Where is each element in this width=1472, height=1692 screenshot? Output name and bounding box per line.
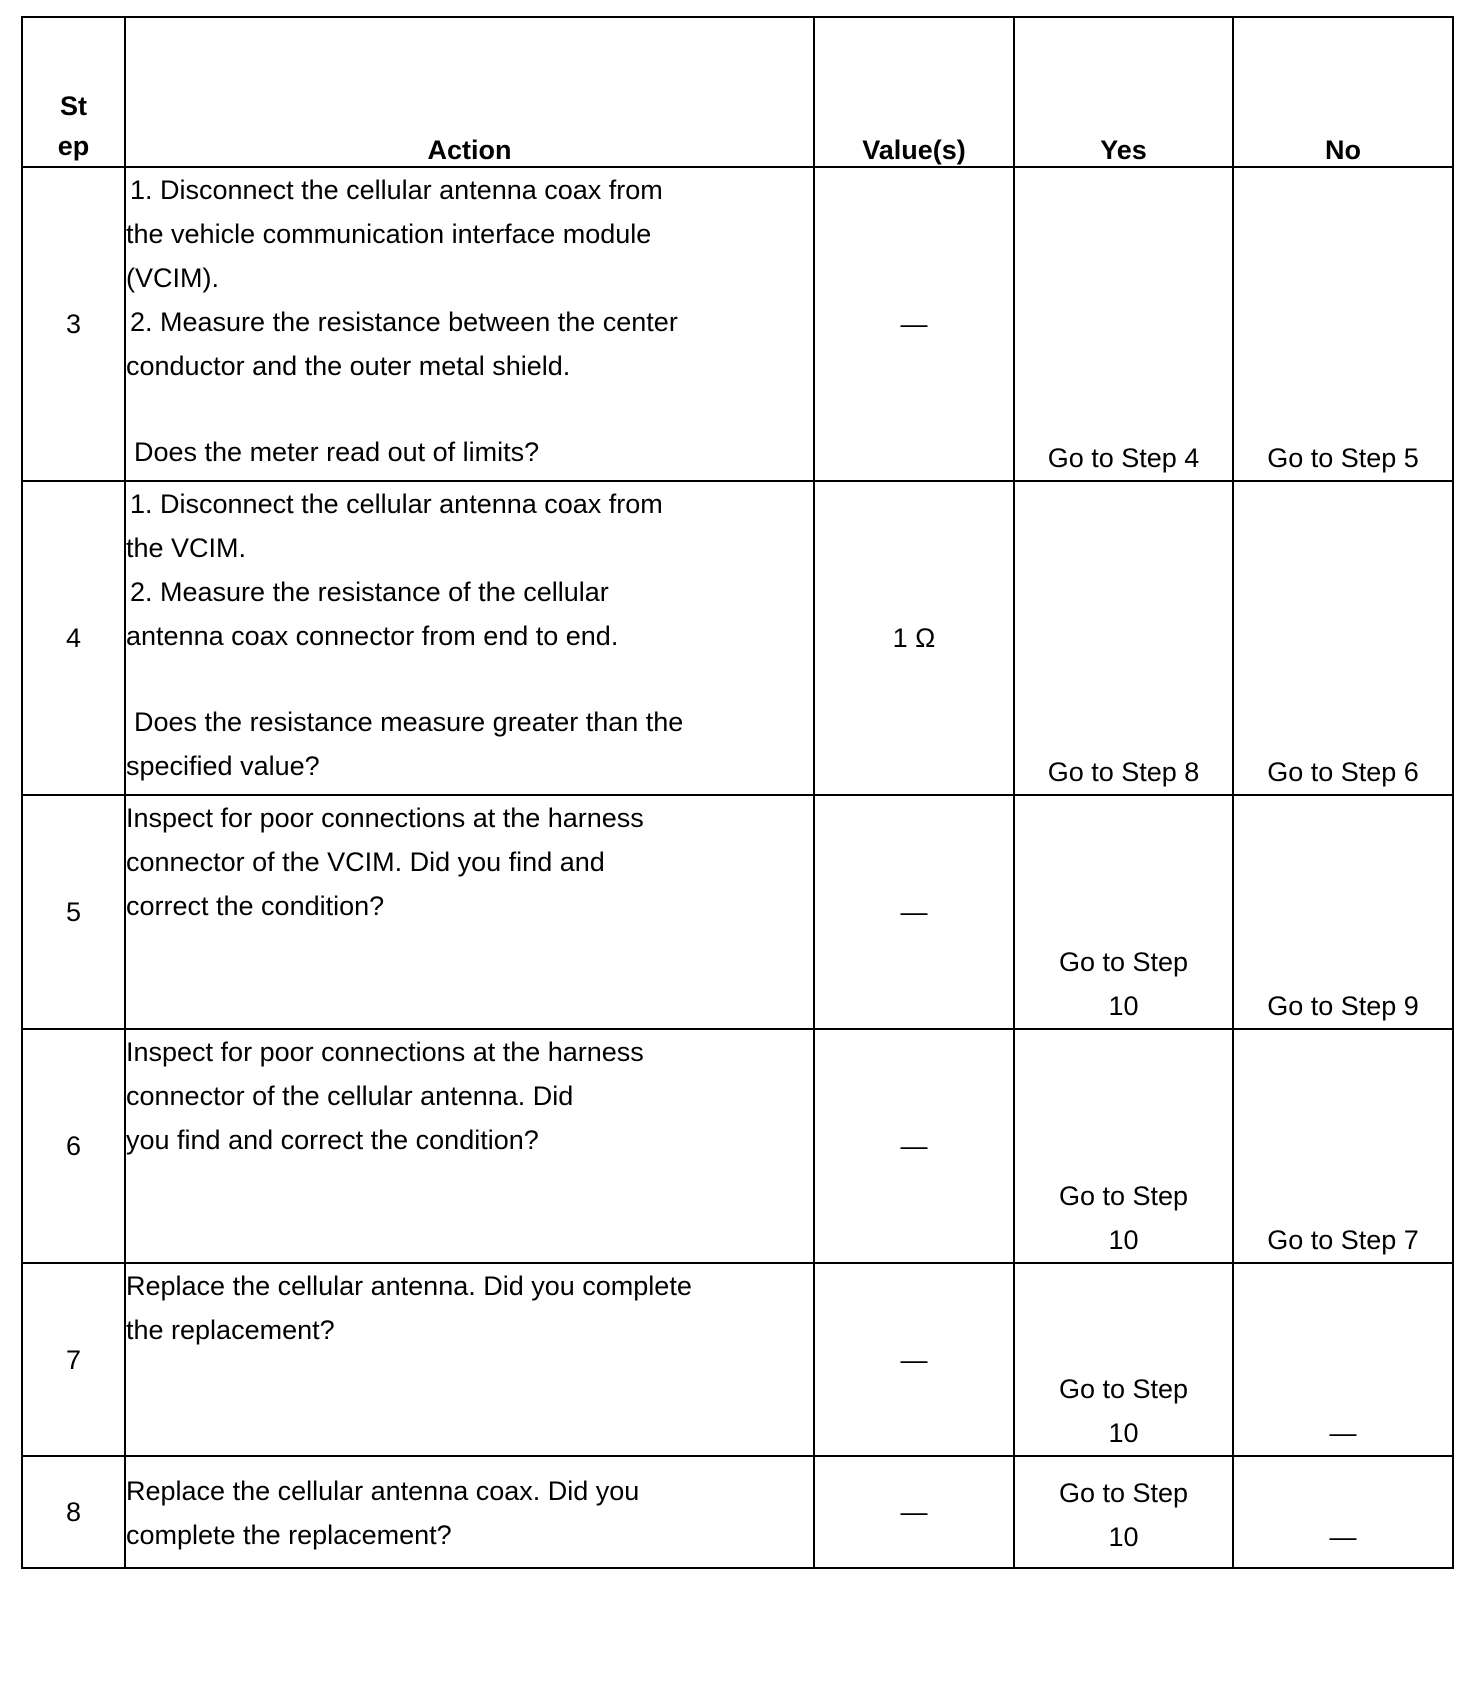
action-line: conductor and the outer metal shield. — [126, 351, 571, 381]
no-cell — [1233, 481, 1453, 795]
table-row — [22, 1029, 1453, 1263]
value-cell: — — [814, 167, 1014, 481]
action-cell — [125, 1456, 814, 1568]
action-line: Inspect for poor connections at the harness — [126, 803, 644, 833]
action-line: 2. Measure the resistance of the cellular — [130, 577, 609, 607]
action-line: the VCIM. — [126, 533, 247, 563]
header-step — [22, 17, 125, 167]
action-cell — [125, 481, 814, 795]
yes-text: Go to Step — [1058, 947, 1189, 977]
no-cell — [1233, 1029, 1453, 1263]
no-cell — [1233, 1456, 1453, 1568]
step-number: 4 — [22, 481, 125, 795]
no-cell — [1233, 167, 1453, 481]
action-line: connector of the cellular antenna. Did — [126, 1081, 574, 1111]
table-row — [22, 1263, 1453, 1456]
header-step-line: St — [60, 91, 87, 121]
yes-text: Go to Step 4 — [1047, 443, 1200, 473]
yes-cell — [1014, 1029, 1233, 1263]
action-line: the vehicle communication interface module — [126, 219, 652, 249]
value-cell: — — [814, 1029, 1014, 1263]
action-line: 1. Disconnect the cellular antenna coax from — [130, 175, 663, 205]
no-text: — — [1329, 1418, 1357, 1448]
action-line: 1. Disconnect the cellular antenna coax from — [130, 489, 663, 519]
yes-text: 10 — [1108, 1418, 1139, 1448]
action-cell — [125, 1029, 814, 1263]
action-line: complete the replacement? — [126, 1520, 452, 1550]
value-cell: — — [814, 1263, 1014, 1456]
step-number: 7 — [22, 1263, 125, 1456]
no-text: Go to Step 5 — [1267, 443, 1419, 473]
no-cell — [1233, 1263, 1453, 1456]
step-number: 8 — [22, 1456, 125, 1568]
yes-cell — [1014, 795, 1233, 1029]
action-cell — [125, 167, 814, 481]
header-row — [22, 17, 1453, 167]
action-cell — [125, 795, 814, 1029]
table-row — [22, 1456, 1453, 1568]
header-yes: Yes — [1014, 17, 1233, 167]
action-question: Does the meter read out of limits? — [134, 437, 540, 467]
yes-cell — [1014, 1263, 1233, 1456]
table-row — [22, 795, 1453, 1029]
action-line: Inspect for poor connections at the harness — [126, 1037, 644, 1067]
yes-cell — [1014, 481, 1233, 795]
action-line: the replacement? — [126, 1315, 335, 1345]
action-line: Replace the cellular antenna coax. Did you — [126, 1476, 640, 1506]
step-number: 5 — [22, 795, 125, 1029]
no-cell — [1233, 795, 1453, 1029]
action-line: (VCIM). — [126, 263, 219, 293]
yes-text: 10 — [1108, 1225, 1139, 1255]
action-cell — [125, 1263, 814, 1456]
yes-text: 10 — [1108, 991, 1139, 1021]
action-line: connector of the VCIM. Did you find and — [126, 847, 605, 877]
table-row — [22, 167, 1453, 481]
header-no: No — [1233, 17, 1453, 167]
step-number: 3 — [22, 167, 125, 481]
header-step-line: ep — [57, 131, 90, 161]
yes-text: Go to Step 8 — [1047, 757, 1200, 787]
yes-text: Go to Step — [1058, 1374, 1189, 1404]
value-cell: — — [814, 1456, 1014, 1568]
action-line: you find and correct the condition? — [126, 1125, 539, 1155]
header-value: Value(s) — [814, 17, 1014, 167]
header-action: Action — [125, 17, 814, 167]
action-line: antenna coax connector from end to end. — [126, 621, 619, 651]
yes-cell — [1014, 167, 1233, 481]
no-text: Go to Step 6 — [1267, 757, 1419, 787]
yes-text: 10 — [1108, 1522, 1139, 1552]
step-number: 6 — [22, 1029, 125, 1263]
no-text: — — [1329, 1522, 1357, 1552]
diagnostic-table — [21, 16, 1454, 1569]
value-cell: 1 Ω — [814, 481, 1014, 795]
action-question: specified value? — [126, 751, 320, 781]
yes-text: Go to Step — [1058, 1181, 1189, 1211]
table-row — [22, 481, 1453, 795]
no-text: Go to Step 9 — [1267, 991, 1419, 1021]
action-question: Does the resistance measure greater than the — [134, 707, 684, 737]
action-line: correct the condition? — [126, 891, 385, 921]
yes-text: Go to Step — [1058, 1478, 1189, 1508]
value-cell: — — [814, 795, 1014, 1029]
action-line: Replace the cellular antenna. Did you complete — [126, 1271, 692, 1301]
action-line: 2. Measure the resistance between the center — [130, 307, 678, 337]
no-text: Go to Step 7 — [1267, 1225, 1419, 1255]
yes-cell — [1014, 1456, 1233, 1568]
